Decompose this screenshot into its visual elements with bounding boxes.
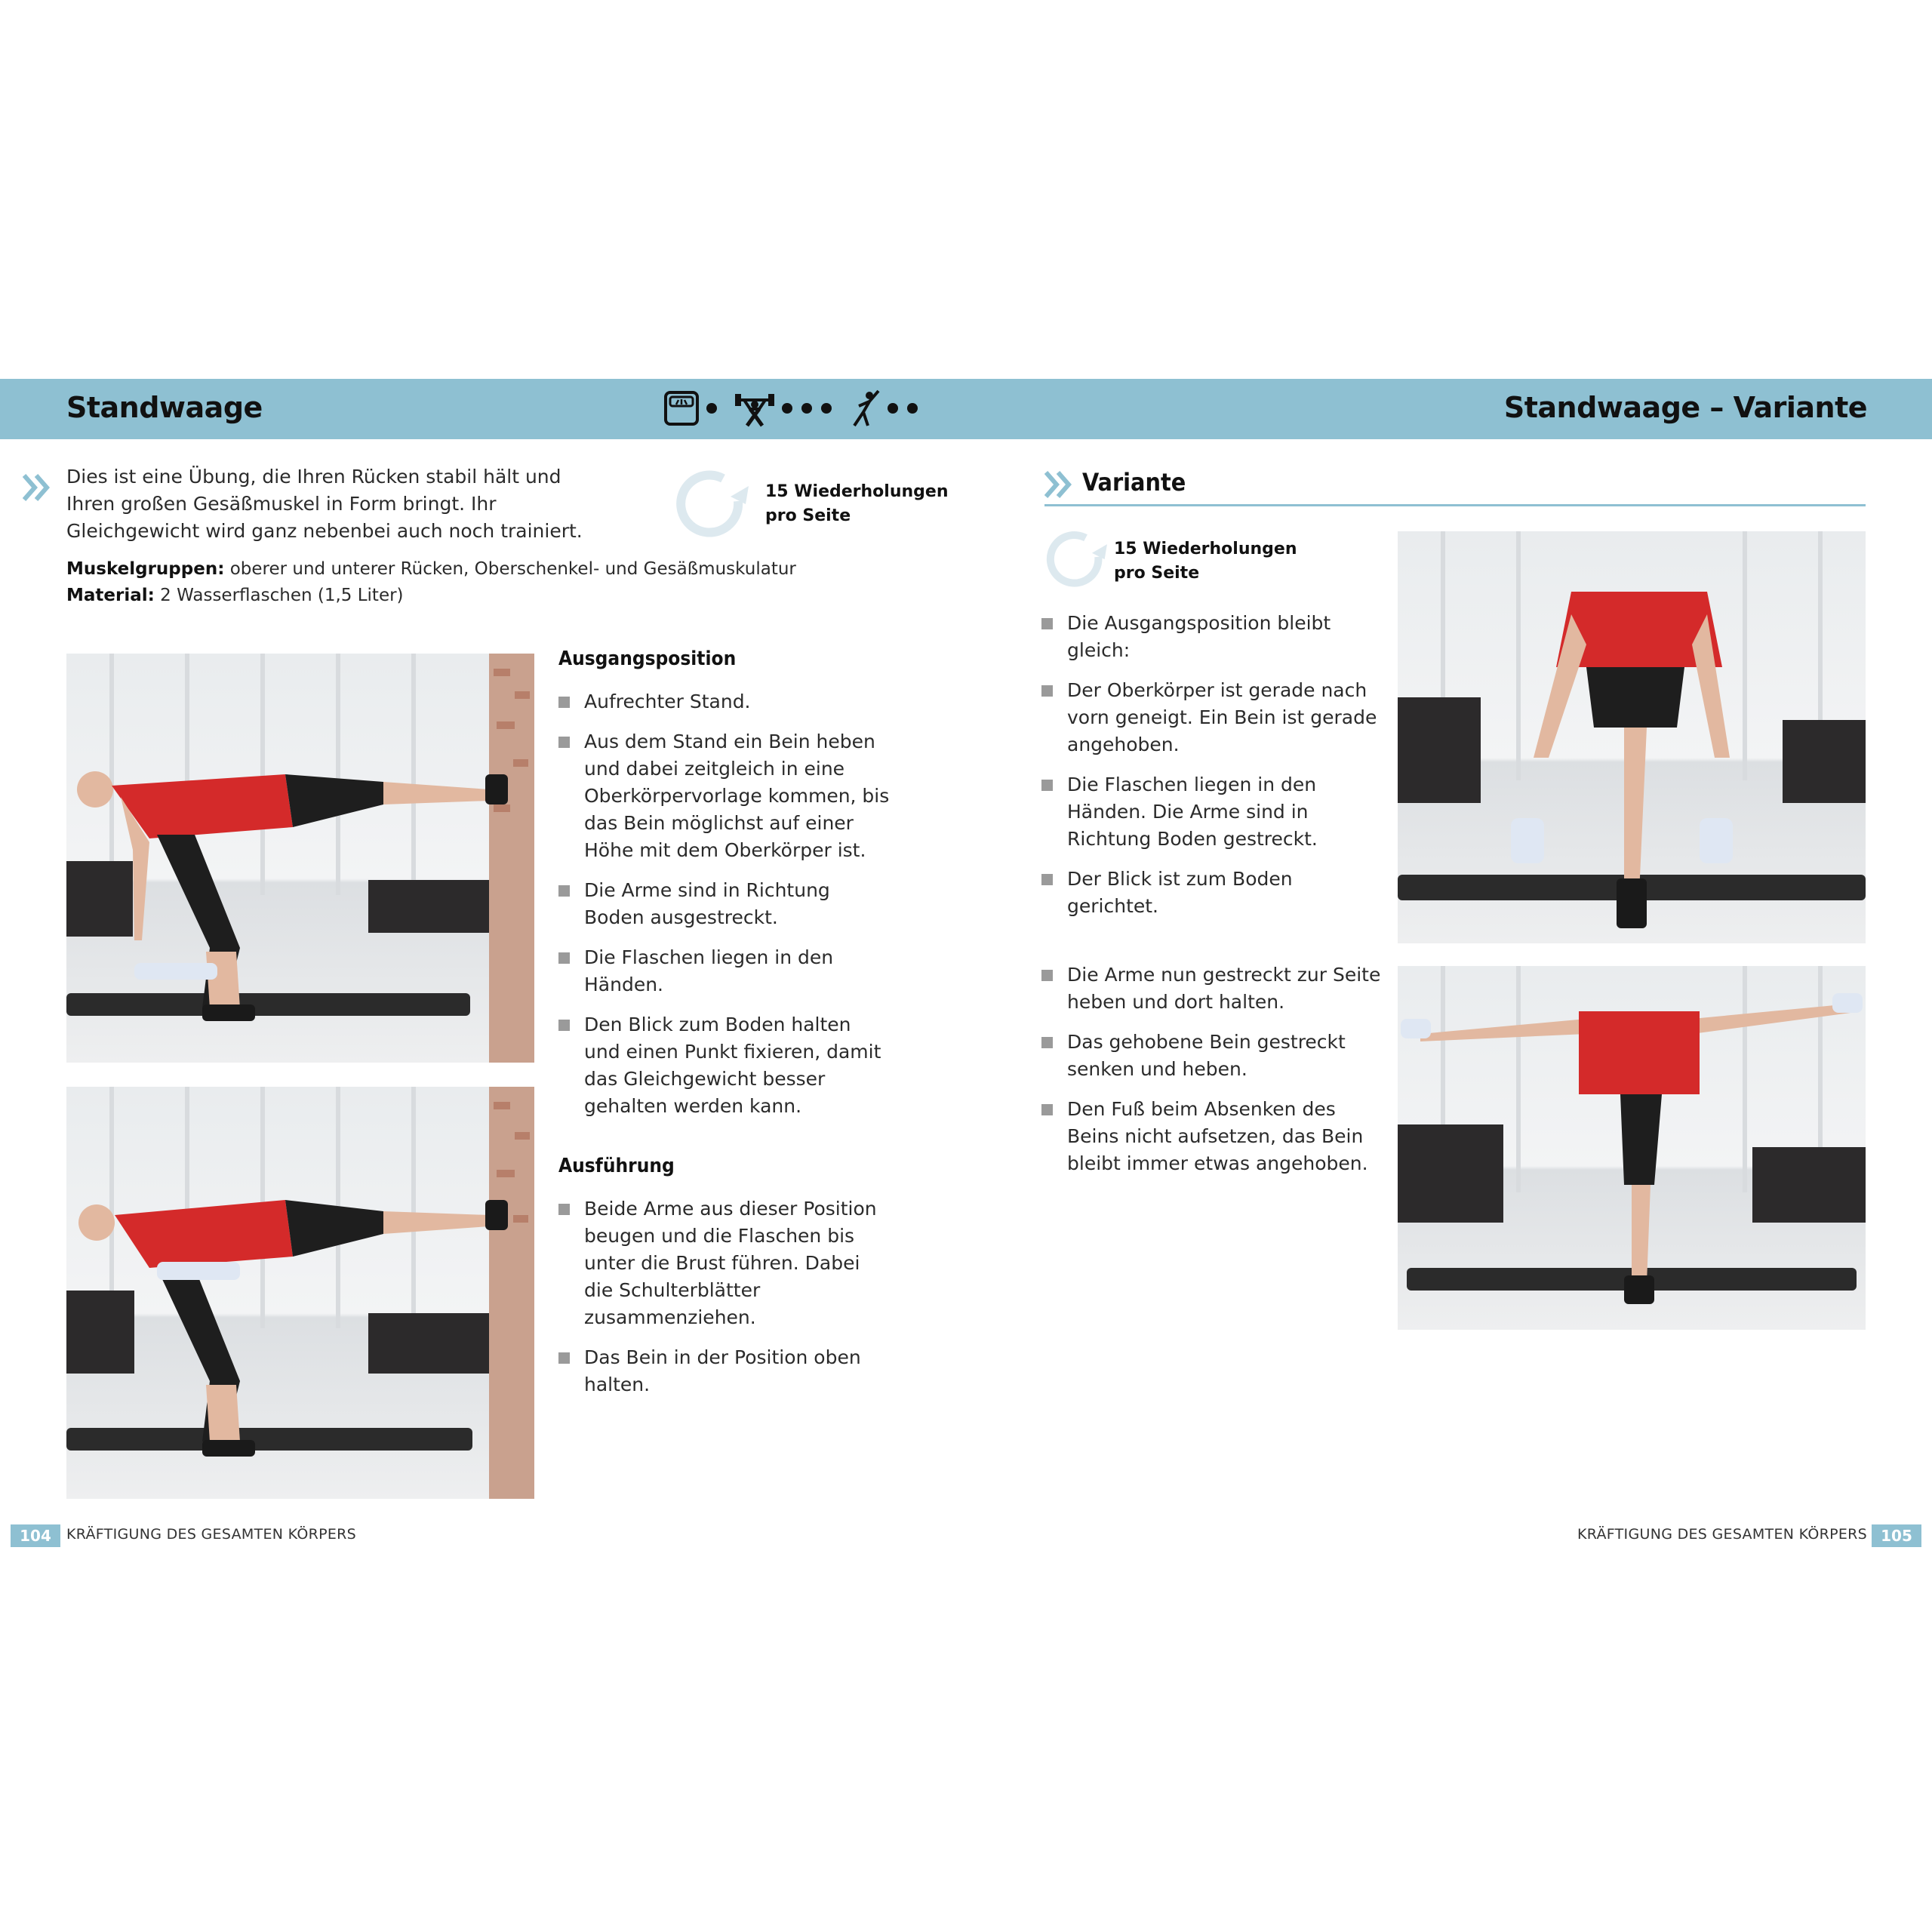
list-item: Der Blick ist zum Boden gerichtet. [1041, 866, 1381, 920]
stretch-dot-1 [888, 403, 898, 414]
section-heading-start: Ausgangsposition [558, 648, 737, 670]
double-chevron-icon [1044, 469, 1073, 500]
bullet-square-icon [558, 1020, 570, 1031]
bullet-square-icon [558, 697, 570, 708]
repeat-cycle-icon [1041, 525, 1111, 595]
bullet-square-icon [558, 952, 570, 964]
intro-text: Dies ist eine Übung, die Ihren Rücken stabil hält und Ihren großen Gesäßmuskel in Form bringt. Ihr Gleichgewicht wird ganz nebenbei auch noch trainiert. [66, 466, 583, 542]
weightlifter-icon [734, 389, 776, 427]
strength-dot-1 [782, 403, 792, 414]
list-item: Aufrechter Stand. [558, 688, 891, 715]
list-item: Die Ausgangsposition bleibt gleich: [1041, 610, 1381, 664]
list-item: Die Arme nun gestreckt zur Seite heben und dort halten. [1041, 961, 1381, 1016]
reps-info-left [765, 480, 949, 528]
execution-list [558, 1195, 891, 1411]
bullet-square-icon [1041, 970, 1053, 981]
list-item: Den Fuß beim Absenken des Beins nicht aufsetzen, das Bein bleibt immer etwas angehoben. [1041, 1096, 1381, 1177]
left-page-title: Standwaage [66, 391, 263, 424]
list-item: Das gehobene Bein gestreckt senken und heben. [1041, 1029, 1381, 1083]
variant-photo-start [1398, 531, 1866, 943]
list-item: Beide Arme aus dieser Position beugen und die Flaschen bis unter die Brust führen. Dabei die Schulterblätter zusammenziehen. [558, 1195, 891, 1331]
exercise-photo-execution [66, 1087, 534, 1499]
start-position-list [558, 688, 891, 1133]
muscle-groups [66, 556, 806, 582]
heading-rule [1044, 504, 1866, 506]
material-label: Material: [66, 586, 155, 605]
list-item: Die Flaschen liegen in den Händen. [558, 944, 891, 998]
material [66, 583, 806, 608]
material-value: 2 Wasserflaschen (1,5 Liter) [154, 586, 404, 605]
repeat-cycle-icon [670, 463, 753, 546]
level-dot [706, 403, 717, 414]
variant-photo-execution [1398, 966, 1866, 1330]
list-item: Den Blick zum Boden halten und einen Punkt fixieren, damit das Gleichgewicht besser gehalten werden kann. [558, 1011, 891, 1120]
footer-chapter-right: KRÄFTIGUNG DES GESAMTEN KÖRPERS [1577, 1526, 1867, 1543]
reps-info-right [1114, 537, 1297, 586]
footer-chapter-left: KRÄFTIGUNG DES GESAMTEN KÖRPERS [66, 1526, 357, 1543]
reps-count: 15 Wiederholungen [1114, 540, 1297, 558]
page-number-right: 105 [1872, 1524, 1921, 1547]
strength-dot-3 [821, 403, 832, 414]
strength-dot-2 [801, 403, 812, 414]
stretching-person-icon [848, 389, 881, 427]
double-chevron-icon [23, 472, 51, 503]
list-item: Aus dem Stand ein Bein heben und dabei zeitgleich in eine Oberkörpervorlage kommen, bis das Bein möglichst auf einer Höhe mit dem Oberkörper ist. [558, 728, 891, 864]
right-page-title: Standwaage – Variante [1503, 391, 1867, 424]
reps-count: 15 Wiederholungen [765, 482, 949, 501]
list-item: Die Flaschen liegen in den Händen. Die Arme sind in Richtung Boden gestreckt. [1041, 771, 1381, 853]
reps-per-side: pro Seite [765, 506, 851, 525]
bullet-square-icon [558, 1204, 570, 1215]
bullet-square-icon [1041, 685, 1053, 697]
list-item: Der Oberkörper ist gerade nach vorn geneigt. Ein Bein ist gerade angehoben. [1041, 677, 1381, 758]
variant-heading: Variante [1082, 468, 1186, 497]
bullet-square-icon [1041, 1104, 1053, 1115]
bullet-square-icon [558, 737, 570, 748]
difficulty-indicator [663, 389, 921, 427]
bullet-square-icon [558, 885, 570, 897]
bullet-square-icon [1041, 618, 1053, 629]
variant-list-b [1041, 961, 1381, 1190]
bullet-square-icon [1041, 874, 1053, 885]
bullet-square-icon [558, 1352, 570, 1364]
reps-per-side: pro Seite [1114, 564, 1200, 583]
list-item: Die Arme sind in Richtung Boden ausgestreckt. [558, 877, 891, 931]
scale-icon [663, 389, 700, 427]
bullet-square-icon [1041, 780, 1053, 791]
page-number-left: 104 [11, 1524, 60, 1547]
muscle-groups-label: Muskelgruppen: [66, 559, 225, 579]
variant-list-a [1041, 610, 1381, 933]
muscle-groups-value: oberer und unterer Rücken, Oberschenkel- und Gesäßmuskulatur [224, 559, 796, 579]
section-heading-execution: Ausführung [558, 1155, 675, 1177]
list-item: Das Bein in der Position oben halten. [558, 1344, 891, 1398]
exercise-photo-start [66, 654, 534, 1063]
bullet-square-icon [1041, 1037, 1053, 1048]
stretch-dot-2 [907, 403, 918, 414]
